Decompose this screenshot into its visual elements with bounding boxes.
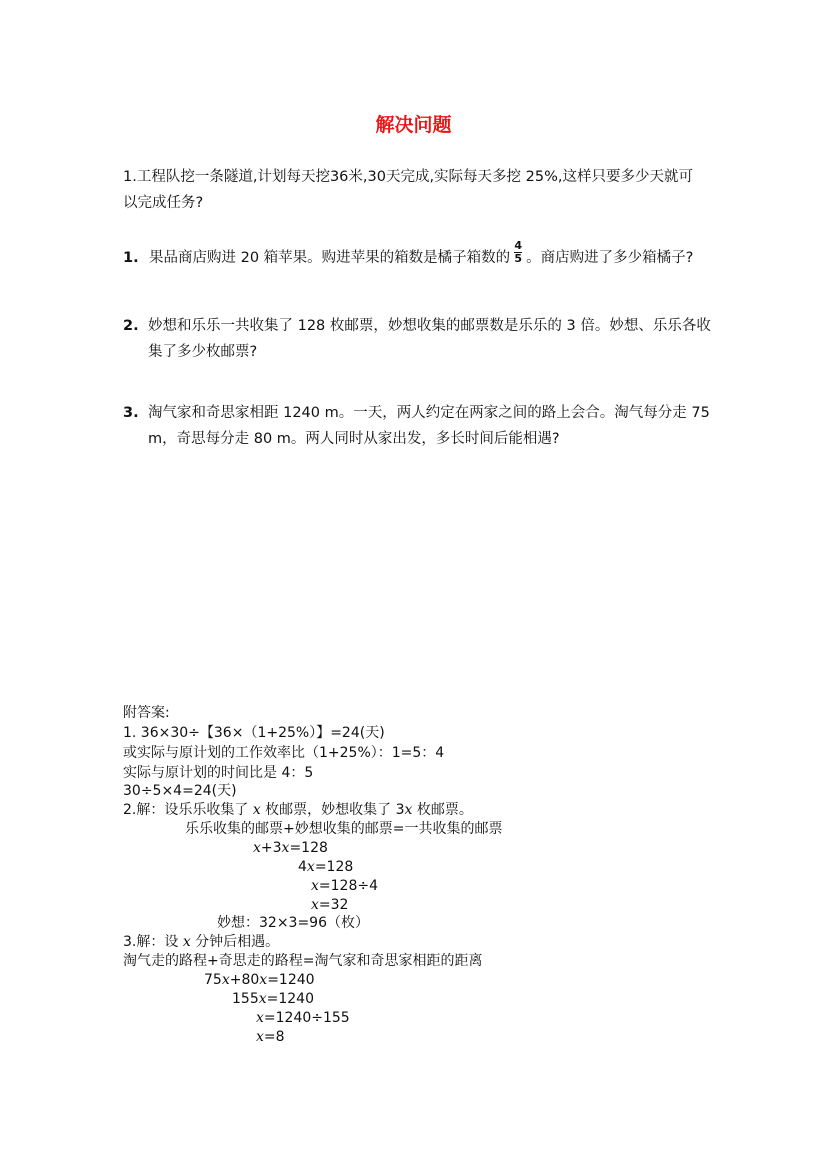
question-text-line: m，奇思每分走 80 m。两人同时从家出发，多长时间后能相遇? (148, 431, 560, 447)
question-text-line: 以完成任务? (123, 195, 204, 211)
variable: x (253, 840, 261, 856)
variable: x (311, 897, 319, 913)
question-number: 3. (123, 405, 139, 421)
equation-line (253, 838, 328, 858)
variable: x (306, 859, 315, 875)
equation-text: =1240 (266, 991, 314, 1007)
answer-line: 实际与原计划的时间比是 4：5 (123, 765, 314, 781)
equation-text: =1240÷155 (263, 1010, 350, 1026)
answer-text: 枚邮票，妙想收集了 3 (260, 802, 405, 818)
question-text-line: 妙想和乐乐一共收集了 128 枚邮票，妙想收集的邮票数是乐乐的 3 倍。妙想、乐乐各收 (148, 318, 711, 334)
fraction-denominator: 5 (514, 251, 522, 265)
question-fruit (123, 238, 763, 271)
answer-line (123, 800, 473, 820)
answer-line: 或实际与原计划的工作效率比（1+25%）：1=5：4 (123, 745, 445, 761)
answer-line (123, 932, 279, 952)
question-text-line: 1.工程队挖一条隧道,计划每天挖36米,30天完成,实际每天多挖 25%,这样只要多少天就可 (123, 169, 694, 185)
variable: x (311, 878, 319, 894)
variable: x (221, 972, 230, 988)
variable: x (404, 802, 413, 818)
equation-line (204, 970, 315, 990)
answer-text: 2.解：设乐乐收集了 (123, 802, 253, 818)
equation-text: =128 (289, 840, 328, 856)
question-meeting (123, 400, 723, 452)
equation-text: =128÷4 (318, 878, 378, 894)
equation-line (311, 895, 348, 915)
answer-line: 乐乐收集的邮票+妙想收集的邮票=一共收集的邮票 (185, 821, 503, 837)
equation-line (256, 1008, 350, 1028)
equation-text: +80 (229, 972, 260, 988)
answer-line: 30÷5×4=24(天) (123, 783, 237, 799)
variable: x (256, 1010, 264, 1026)
equation-text: =1240 (267, 972, 315, 988)
variable: x (258, 991, 267, 1007)
page-title: 解决问题 (375, 114, 452, 136)
equation-line (298, 857, 353, 877)
question-text-line: 集了多少枚邮票? (148, 344, 258, 360)
question-text: 果品商店购进 20 箱苹果。购进苹果的箱数是橘子箱数的 (149, 250, 511, 266)
question-text-line: 淘气家和奇思家相距 1240 m。一天，两人约定在两家之间的路上会合。淘气每分走 75 (148, 405, 710, 421)
question-number: 1. (123, 250, 139, 266)
variable: x (256, 1029, 264, 1045)
equation-text: =128 (314, 859, 354, 875)
answer-text: 分钟后相遇。 (190, 934, 280, 950)
question-number: 2. (123, 318, 139, 334)
answer-text: 3.解：设 (123, 934, 183, 950)
answer-text: 枚邮票。 (412, 802, 473, 818)
equation-line (256, 1027, 285, 1047)
answer-line: 1. 36×30÷【36×（1+25%）】=24(天) (123, 725, 385, 741)
equation-text: 75 (204, 972, 222, 988)
equation-text: =32 (318, 897, 349, 913)
equation-line (232, 989, 314, 1009)
equation-text: +3 (260, 840, 282, 856)
question-stamps (123, 313, 723, 365)
variable: x (252, 802, 261, 818)
question-text: 。商店购进了多少箱橘子? (526, 250, 694, 266)
answer-line: 妙想：32×3=96（枚） (217, 915, 369, 931)
variable: x (182, 934, 191, 950)
equation-text: 4 (298, 859, 307, 875)
question-tunnel (123, 164, 693, 216)
equation-line (311, 876, 378, 896)
equation-text: =8 (263, 1029, 285, 1045)
variable: x (259, 972, 268, 988)
answers-heading: 附答案: (123, 705, 170, 721)
answer-line: 淘气走的路程+奇思走的路程=淘气家和奇思家相距的距离 (123, 953, 483, 969)
fraction-numerator: 4 (514, 238, 522, 252)
variable: x (281, 840, 290, 856)
equation-text: 155 (232, 991, 259, 1007)
fraction (514, 238, 522, 265)
